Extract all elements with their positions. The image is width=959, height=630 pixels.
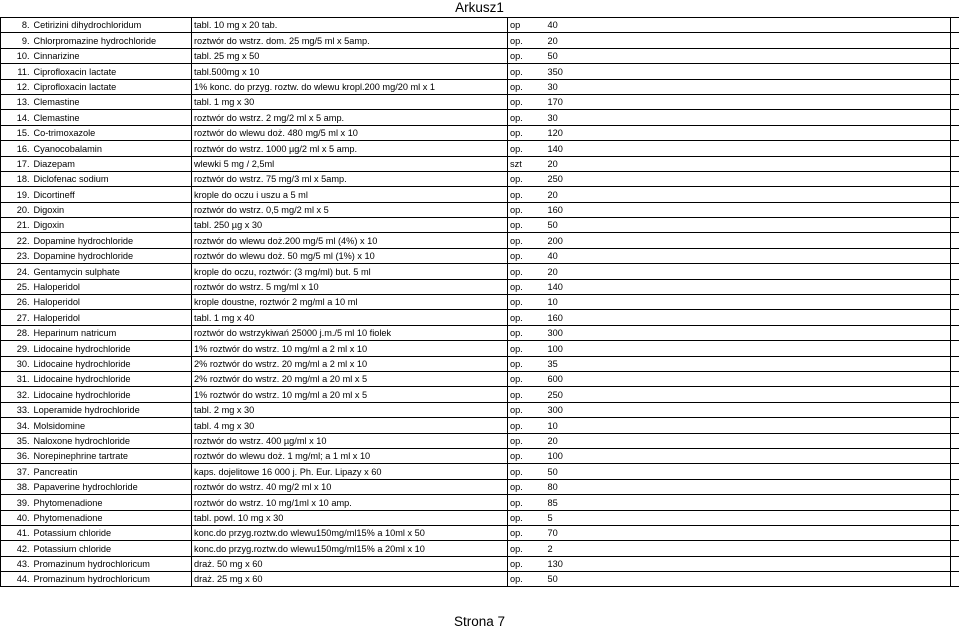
unit-cell: op. [508, 110, 546, 125]
unit-cell: op. [508, 171, 546, 186]
drug-name-cell: Ciprofloxacin lactate [32, 79, 192, 94]
table-row [1, 525, 959, 540]
table-row [1, 218, 959, 233]
drug-name-cell: Pancreatin [32, 464, 192, 479]
drug-form-cell: wlewki 5 mg / 2,5ml [192, 156, 508, 171]
drug-name-cell: Diazepam [32, 156, 192, 171]
unit-cell: op. [508, 525, 546, 540]
quantity-cell: 50 [546, 464, 951, 479]
drug-form-cell: roztwór do wstrz. 5 mg/ml x 10 [192, 279, 508, 294]
drug-name-cell: Haloperidol [32, 295, 192, 310]
row-number-cell: 35. [1, 433, 32, 448]
empty-cell [951, 264, 959, 279]
row-number-cell: 23. [1, 248, 32, 263]
table-row [1, 464, 959, 479]
unit-cell: szt [508, 156, 546, 171]
drug-form-cell: tabl. 1 mg x 30 [192, 94, 508, 109]
row-number-cell: 12. [1, 79, 32, 94]
drug-name-cell: Phytomenadione [32, 495, 192, 510]
drug-name-cell: Cyanocobalamin [32, 141, 192, 156]
row-number-cell: 33. [1, 402, 32, 417]
drug-name-cell: Molsidomine [32, 418, 192, 433]
empty-cell [951, 341, 959, 356]
drug-name-cell: Chlorpromazine hydrochloride [32, 33, 192, 48]
unit-cell: op. [508, 510, 546, 525]
row-number-cell: 18. [1, 171, 32, 186]
drug-name-cell: Cetirizini dihydrochloridum [32, 18, 192, 33]
drug-name-cell: Potassium chloride [32, 525, 192, 540]
empty-cell [951, 479, 959, 494]
drug-form-cell: roztwór do wstrzykiwań 25000 j.m./5 ml 10 fiolek [192, 325, 508, 340]
unit-cell: op. [508, 418, 546, 433]
table-row [1, 94, 959, 109]
empty-cell [951, 202, 959, 217]
empty-cell [951, 525, 959, 540]
drug-form-cell: krople do oczu, roztwór: (3 mg/ml) but. 5 ml [192, 264, 508, 279]
quantity-cell: 20 [546, 33, 951, 48]
table-row [1, 264, 959, 279]
table-row [1, 541, 959, 556]
table-row [1, 187, 959, 202]
empty-cell [951, 187, 959, 202]
row-number-cell: 26. [1, 295, 32, 310]
unit-cell: op. [508, 94, 546, 109]
table-row [1, 479, 959, 494]
empty-cell [951, 248, 959, 263]
table-row [1, 371, 959, 386]
quantity-cell: 50 [546, 218, 951, 233]
empty-cell [951, 556, 959, 571]
quantity-cell: 5 [546, 510, 951, 525]
drug-form-cell: roztwór do wlewu doż. 50 mg/5 ml (1%) x 10 [192, 248, 508, 263]
drug-form-cell: roztwór do wlewu doż. 1 mg/ml; a 1 ml x 10 [192, 448, 508, 463]
empty-cell [951, 48, 959, 63]
unit-cell: op. [508, 141, 546, 156]
row-number-cell: 38. [1, 479, 32, 494]
quantity-cell: 35 [546, 356, 951, 371]
row-number-cell: 16. [1, 141, 32, 156]
row-number-cell: 41. [1, 525, 32, 540]
quantity-cell: 30 [546, 110, 951, 125]
row-number-cell: 29. [1, 341, 32, 356]
quantity-cell: 160 [546, 310, 951, 325]
row-number-cell: 43. [1, 556, 32, 571]
drug-form-cell: 1% konc. do przyg. roztw. do wlewu kropl.200 mg/20 ml x 1 [192, 79, 508, 94]
empty-cell [951, 572, 959, 587]
drug-form-cell: draż. 50 mg x 60 [192, 556, 508, 571]
unit-cell: op. [508, 541, 546, 556]
quantity-cell: 250 [546, 171, 951, 186]
table-row [1, 48, 959, 63]
drug-form-cell: roztwór do wstrz. dom. 25 mg/5 ml x 5amp. [192, 33, 508, 48]
row-number-cell: 24. [1, 264, 32, 279]
table-row [1, 141, 959, 156]
table-row [1, 33, 959, 48]
unit-cell: op. [508, 233, 546, 248]
quantity-cell: 20 [546, 156, 951, 171]
drug-name-cell: Potassium chloride [32, 541, 192, 556]
unit-cell: op. [508, 295, 546, 310]
drug-form-cell: konc.do przyg.roztw.do wlewu150mg/ml15% a 10ml x 50 [192, 525, 508, 540]
unit-cell: op. [508, 556, 546, 571]
empty-cell [951, 141, 959, 156]
drug-form-cell: roztwór do wstrz. 2 mg/2 ml x 5 amp. [192, 110, 508, 125]
drug-name-cell: Clemastine [32, 110, 192, 125]
drug-form-cell: krople do oczu i uszu a 5 ml [192, 187, 508, 202]
empty-cell [951, 64, 959, 79]
unit-cell: op. [508, 279, 546, 294]
drug-form-cell: tabl. powl. 10 mg x 30 [192, 510, 508, 525]
empty-cell [951, 171, 959, 186]
empty-cell [951, 418, 959, 433]
quantity-cell: 300 [546, 402, 951, 417]
table-row [1, 387, 959, 402]
quantity-cell: 140 [546, 279, 951, 294]
drug-name-cell: Haloperidol [32, 279, 192, 294]
quantity-cell: 160 [546, 202, 951, 217]
row-number-cell: 27. [1, 310, 32, 325]
drug-form-cell: roztwór do wstrz. 0,5 mg/2 ml x 5 [192, 202, 508, 217]
row-number-cell: 13. [1, 94, 32, 109]
row-number-cell: 40. [1, 510, 32, 525]
drug-name-cell: Lidocaine hydrochloride [32, 356, 192, 371]
table-row [1, 572, 959, 587]
table-row [1, 448, 959, 463]
drug-name-cell: Papaverine hydrochloride [32, 479, 192, 494]
unit-cell: op. [508, 79, 546, 94]
unit-cell: op. [508, 479, 546, 494]
row-number-cell: 30. [1, 356, 32, 371]
unit-cell: op. [508, 495, 546, 510]
drug-form-cell: roztwór do wstrz. 75 mg/3 ml x 5amp. [192, 171, 508, 186]
unit-cell: op. [508, 464, 546, 479]
drug-name-cell: Diclofenac sodium [32, 171, 192, 186]
quantity-cell: 2 [546, 541, 951, 556]
drug-form-cell: tabl. 10 mg x 20 tab. [192, 18, 508, 33]
drug-form-cell: tabl. 25 mg x 50 [192, 48, 508, 63]
drug-form-cell: konc.do przyg.roztw.do wlewu150mg/ml15% a 20ml x 10 [192, 541, 508, 556]
table-row [1, 248, 959, 263]
drug-name-cell: Promazinum hydrochloricum [32, 556, 192, 571]
quantity-cell: 10 [546, 295, 951, 310]
table-row [1, 233, 959, 248]
empty-cell [951, 110, 959, 125]
table-row [1, 18, 959, 33]
drug-name-cell: Dicortineff [32, 187, 192, 202]
drug-name-cell: Dopamine hydrochloride [32, 233, 192, 248]
empty-cell [951, 464, 959, 479]
table-body [1, 18, 959, 587]
row-number-cell: 44. [1, 572, 32, 587]
unit-cell: op. [508, 402, 546, 417]
unit-cell: op. [508, 125, 546, 140]
row-number-cell: 39. [1, 495, 32, 510]
row-number-cell: 20. [1, 202, 32, 217]
row-number-cell: 36. [1, 448, 32, 463]
drug-form-cell: 1% roztwór do wstrz. 10 mg/ml a 20 ml x 5 [192, 387, 508, 402]
table-row [1, 156, 959, 171]
row-number-cell: 10. [1, 48, 32, 63]
drug-name-cell: Cinnarizine [32, 48, 192, 63]
quantity-cell: 30 [546, 79, 951, 94]
quantity-cell: 170 [546, 94, 951, 109]
drug-name-cell: Haloperidol [32, 310, 192, 325]
unit-cell: op. [508, 448, 546, 463]
drug-name-cell: Norepinephrine tartrate [32, 448, 192, 463]
unit-cell: op. [508, 64, 546, 79]
quantity-cell: 20 [546, 433, 951, 448]
table-row [1, 325, 959, 340]
drug-name-cell: Digoxin [32, 202, 192, 217]
unit-cell: op. [508, 48, 546, 63]
empty-cell [951, 156, 959, 171]
table-row [1, 295, 959, 310]
empty-cell [951, 371, 959, 386]
drug-name-cell: Co-trimoxazole [32, 125, 192, 140]
unit-cell: op. [508, 264, 546, 279]
drug-name-cell: Loperamide hydrochloride [32, 402, 192, 417]
quantity-cell: 300 [546, 325, 951, 340]
empty-cell [951, 310, 959, 325]
empty-cell [951, 218, 959, 233]
unit-cell: op. [508, 33, 546, 48]
quantity-cell: 80 [546, 479, 951, 494]
table-row [1, 356, 959, 371]
table-row [1, 556, 959, 571]
unit-cell: op. [508, 218, 546, 233]
drug-name-cell: Lidocaine hydrochloride [32, 387, 192, 402]
table-row [1, 402, 959, 417]
drug-form-cell: roztwór do wstrz. 1000 µg/2 ml x 5 amp. [192, 141, 508, 156]
quantity-cell: 50 [546, 48, 951, 63]
unit-cell: op. [508, 310, 546, 325]
unit-cell: op. [508, 187, 546, 202]
drug-form-cell: roztwór do wstrz. 40 mg/2 ml x 10 [192, 479, 508, 494]
empty-cell [951, 402, 959, 417]
drug-list-table [0, 17, 959, 587]
table-row [1, 310, 959, 325]
quantity-cell: 85 [546, 495, 951, 510]
drug-form-cell: roztwór do wstrz. 10 mg/1ml x 10 amp. [192, 495, 508, 510]
quantity-cell: 70 [546, 525, 951, 540]
drug-name-cell: Ciprofloxacin lactate [32, 64, 192, 79]
quantity-cell: 100 [546, 341, 951, 356]
row-number-cell: 31. [1, 371, 32, 386]
empty-cell [951, 325, 959, 340]
unit-cell: op. [508, 325, 546, 340]
row-number-cell: 11. [1, 64, 32, 79]
empty-cell [951, 541, 959, 556]
quantity-cell: 40 [546, 18, 951, 33]
unit-cell: op. [508, 387, 546, 402]
table-row [1, 110, 959, 125]
empty-cell [951, 18, 959, 33]
quantity-cell: 600 [546, 371, 951, 386]
row-number-cell: 14. [1, 110, 32, 125]
sheet-title: Arkusz1 [0, 0, 959, 16]
table-row [1, 510, 959, 525]
table-row [1, 202, 959, 217]
quantity-cell: 40 [546, 248, 951, 263]
page-footer: Strona 7 [0, 614, 959, 630]
row-number-cell: 32. [1, 387, 32, 402]
drug-name-cell: Lidocaine hydrochloride [32, 371, 192, 386]
drug-name-cell: Heparinum natricum [32, 325, 192, 340]
drug-form-cell: tabl. 1 mg x 40 [192, 310, 508, 325]
row-number-cell: 21. [1, 218, 32, 233]
quantity-cell: 20 [546, 264, 951, 279]
drug-name-cell: Phytomenadione [32, 510, 192, 525]
table-row [1, 433, 959, 448]
empty-cell [951, 295, 959, 310]
empty-cell [951, 79, 959, 94]
quantity-cell: 50 [546, 572, 951, 587]
quantity-cell: 20 [546, 187, 951, 202]
unit-cell: op. [508, 341, 546, 356]
drug-name-cell: Lidocaine hydrochloride [32, 341, 192, 356]
unit-cell: op. [508, 371, 546, 386]
row-number-cell: 15. [1, 125, 32, 140]
table-row [1, 64, 959, 79]
empty-cell [951, 94, 959, 109]
row-number-cell: 8. [1, 18, 32, 33]
empty-cell [951, 448, 959, 463]
drug-name-cell: Naloxone hydrochloride [32, 433, 192, 448]
row-number-cell: 22. [1, 233, 32, 248]
row-number-cell: 9. [1, 33, 32, 48]
drug-name-cell: Promazinum hydrochloricum [32, 572, 192, 587]
unit-cell: op. [508, 248, 546, 263]
table-row [1, 495, 959, 510]
row-number-cell: 28. [1, 325, 32, 340]
quantity-cell: 100 [546, 448, 951, 463]
row-number-cell: 19. [1, 187, 32, 202]
quantity-cell: 10 [546, 418, 951, 433]
unit-cell: op. [508, 572, 546, 587]
table-row [1, 79, 959, 94]
unit-cell: op. [508, 433, 546, 448]
drug-form-cell: draż. 25 mg x 60 [192, 572, 508, 587]
drug-name-cell: Clemastine [32, 94, 192, 109]
drug-form-cell: krople doustne, roztwór 2 mg/ml a 10 ml [192, 295, 508, 310]
empty-cell [951, 387, 959, 402]
quantity-cell: 120 [546, 125, 951, 140]
drug-form-cell: tabl. 2 mg x 30 [192, 402, 508, 417]
empty-cell [951, 33, 959, 48]
drug-form-cell: 1% roztwór do wstrz. 10 mg/ml a 2 ml x 10 [192, 341, 508, 356]
table-row [1, 125, 959, 140]
quantity-cell: 200 [546, 233, 951, 248]
row-number-cell: 34. [1, 418, 32, 433]
drug-name-cell: Dopamine hydrochloride [32, 248, 192, 263]
empty-cell [951, 433, 959, 448]
unit-cell: op. [508, 356, 546, 371]
row-number-cell: 25. [1, 279, 32, 294]
drug-form-cell: roztwór do wlewu doż. 480 mg/5 ml x 10 [192, 125, 508, 140]
drug-name-cell: Gentamycin sulphate [32, 264, 192, 279]
drug-form-cell: tabl. 250 µg x 30 [192, 218, 508, 233]
quantity-cell: 140 [546, 141, 951, 156]
drug-form-cell: 2% roztwór do wstrz. 20 mg/ml a 20 ml x 5 [192, 371, 508, 386]
row-number-cell: 42. [1, 541, 32, 556]
table-row [1, 418, 959, 433]
unit-cell: op. [508, 202, 546, 217]
table-row [1, 171, 959, 186]
table-row [1, 341, 959, 356]
quantity-cell: 250 [546, 387, 951, 402]
quantity-cell: 130 [546, 556, 951, 571]
empty-cell [951, 233, 959, 248]
drug-form-cell: roztwór do wstrz. 400 µg/ml x 10 [192, 433, 508, 448]
drug-name-cell: Digoxin [32, 218, 192, 233]
unit-cell: op [508, 18, 546, 33]
drug-form-cell: tabl. 4 mg x 30 [192, 418, 508, 433]
row-number-cell: 37. [1, 464, 32, 479]
empty-cell [951, 495, 959, 510]
drug-form-cell: 2% roztwór do wstrz. 20 mg/ml a 2 ml x 10 [192, 356, 508, 371]
table-row [1, 279, 959, 294]
empty-cell [951, 279, 959, 294]
empty-cell [951, 356, 959, 371]
empty-cell [951, 125, 959, 140]
drug-form-cell: tabl.500mg x 10 [192, 64, 508, 79]
drug-form-cell: roztwór do wlewu doż.200 mg/5 ml (4%) x 10 [192, 233, 508, 248]
empty-cell [951, 510, 959, 525]
row-number-cell: 17. [1, 156, 32, 171]
drug-form-cell: kaps. dojelitowe 16 000 j. Ph. Eur. Lipazy x 60 [192, 464, 508, 479]
quantity-cell: 350 [546, 64, 951, 79]
